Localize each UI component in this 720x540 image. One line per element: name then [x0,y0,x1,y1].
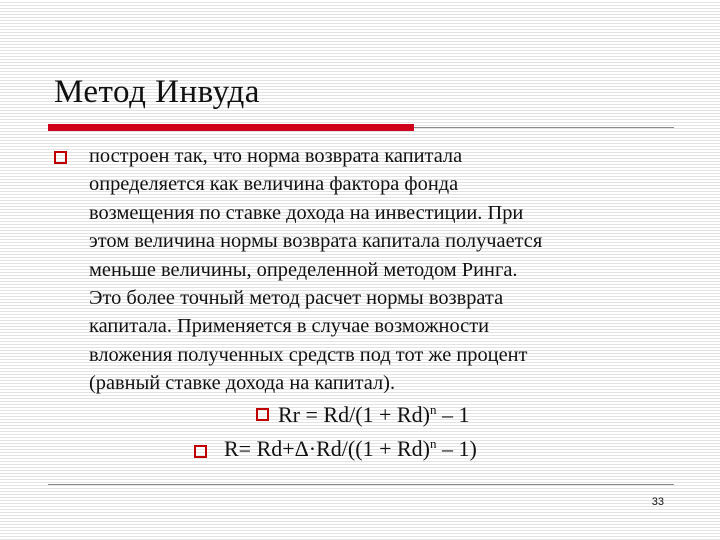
page-number: 33 [651,496,664,508]
formula-total-rate-base: R= Rd+Δ·Rd/((1 + Rd) [224,436,430,461]
formula-total-rate [224,436,477,462]
formula-return-rate-exponent: n [429,402,437,417]
formula-total-rate-tail: – 1) [436,436,477,461]
hollow-square-bullet-icon [256,408,269,421]
formula-return-rate-base: Rr = Rd/(1 + Rd) [278,402,430,427]
formula-total-rate-exponent: n [429,436,437,451]
hollow-square-bullet-icon [194,445,207,458]
formula-return-rate-tail: – 1 [436,402,470,427]
footer-rule [48,484,674,485]
main-paragraph: построен так, что норма возврата капитала определяется как величина фактора фонда возмещения по ставке дохода на инвестиции. При этом величина нормы возврата капитала получается меньше величины, определенной методом Ринга. Это более точный метод расчет нормы возврата капитала. Применяется в случае возможности вложения полученных средств под тот же процент (равный ставке дохода на капитал). [89,145,543,395]
formula-return-rate [278,402,469,428]
slide-title: Метод Инвуда [54,74,260,110]
hollow-square-bullet-icon [54,151,67,164]
title-underline-accent [48,124,414,131]
title-underline-rule [414,127,674,128]
